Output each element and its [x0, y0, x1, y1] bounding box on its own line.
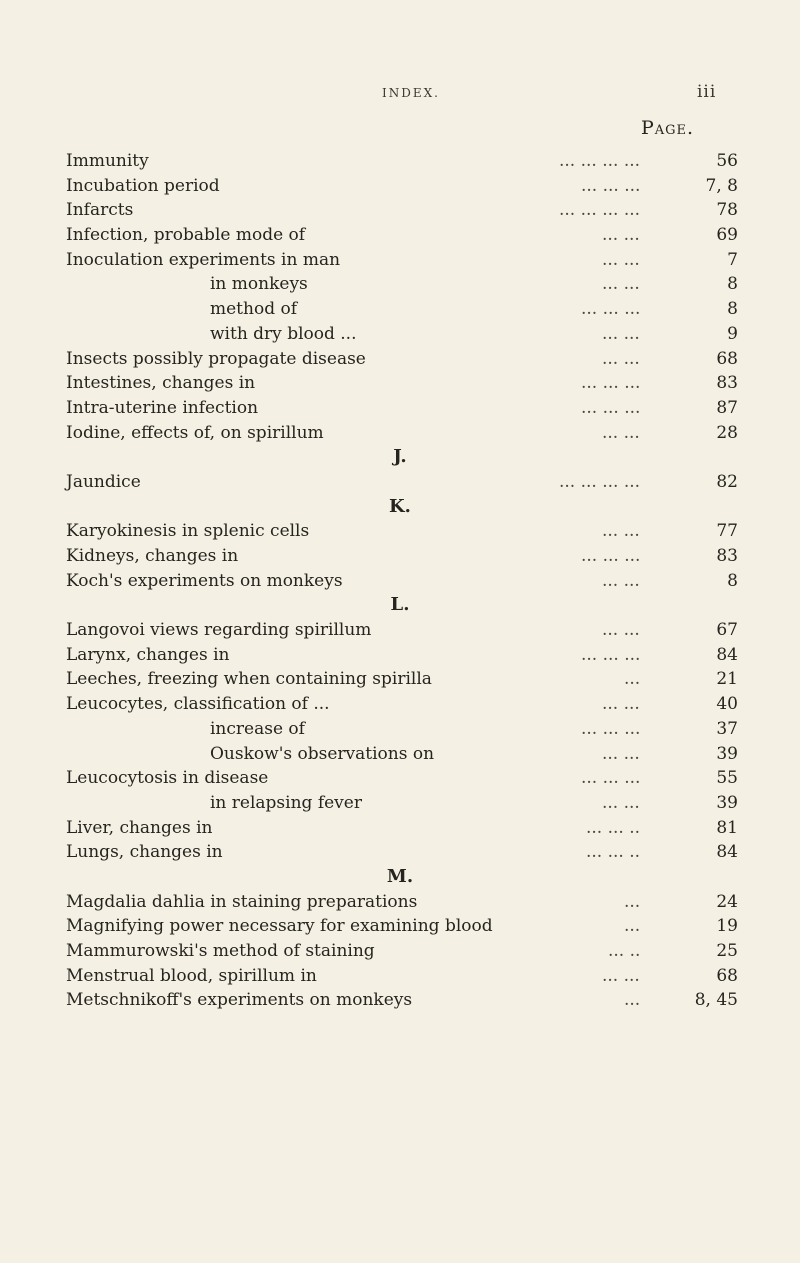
index-entry: [0, 223, 800, 248]
entry-page-number: 87: [716, 397, 738, 418]
index-list: [0, 149, 800, 1013]
entry-page-number: 68: [716, 348, 738, 369]
leader-dots: ...: [624, 669, 641, 690]
entry-text: Ouskow's observations on: [210, 743, 435, 764]
index-entry: [0, 939, 800, 964]
entry-page-number: 9: [727, 323, 738, 344]
leader-dots: ... ...: [602, 521, 640, 542]
index-entry: [0, 198, 800, 223]
leader-dots: ... ... ..: [586, 817, 641, 838]
entry-page-number: 37: [716, 718, 738, 739]
index-entry: [0, 890, 800, 915]
entry-text: Menstrual blood, spirillum in: [66, 965, 317, 986]
leader-dots: ... ... ...: [581, 373, 641, 394]
entry-text: Jaundice: [66, 471, 141, 492]
entry-page-number: 81: [716, 817, 738, 838]
entry-page-number: 40: [716, 694, 738, 715]
leader-dots: ... ... ...: [581, 175, 641, 196]
index-entry: [0, 766, 800, 791]
entry-text: Immunity: [66, 151, 149, 171]
leader-dots: ... ... ... ...: [559, 151, 641, 171]
entry-page-number: 25: [716, 941, 738, 961]
entry-page-number: 8: [727, 274, 738, 295]
entry-page-number: 84: [716, 644, 738, 665]
leader-dots: ... ...: [602, 620, 640, 641]
leader-dots: ...: [624, 916, 641, 937]
entry-page-number: 8: [727, 299, 738, 320]
leader-dots: ... ...: [602, 422, 640, 443]
leader-dots: ... ... ... ...: [559, 471, 641, 492]
entry-page-number: 83: [716, 373, 738, 394]
index-entry: [0, 371, 800, 396]
entry-page-number: 68: [716, 965, 738, 986]
index-entry: [0, 248, 800, 273]
entry-text: method of: [210, 299, 298, 320]
entry-page-number: 82: [716, 471, 738, 492]
entry-page-number: 83: [716, 546, 738, 566]
leader-dots: ... ...: [602, 323, 640, 344]
folio-page-number: iii: [697, 82, 717, 102]
running-title: INDEX.: [382, 86, 440, 100]
entry-text: Larynx, changes in: [66, 644, 230, 665]
entry-text: Intra-uterine infection: [66, 397, 259, 418]
entry-text: Langovoi views regarding spirillum: [66, 620, 372, 641]
index-entry: [0, 396, 800, 421]
index-entry: [0, 840, 800, 865]
leader-dots: ... ...: [602, 792, 640, 813]
index-entry: [0, 988, 800, 1013]
index-subentry: [0, 272, 800, 297]
entry-text: increase of: [210, 718, 305, 739]
leader-dots: ... ...: [602, 225, 640, 246]
leader-dots: ... ... ...: [581, 546, 641, 566]
entry-text: with dry blood ...: [210, 323, 357, 344]
leader-dots: ... ...: [602, 694, 640, 715]
section-letter: K.: [389, 495, 411, 517]
leader-dots: ... ...: [602, 274, 640, 295]
index-subentry: [0, 322, 800, 347]
entry-text: Lungs, changes in: [66, 842, 223, 863]
entry-page-number: 55: [716, 768, 738, 789]
index-entry: [0, 470, 800, 495]
leader-dots: ... ... ...: [581, 718, 641, 739]
index-subentry: [0, 297, 800, 322]
leader-dots: ... ...: [602, 743, 640, 764]
section-letter: M.: [386, 865, 414, 887]
entry-text: Incubation period: [66, 175, 220, 196]
entry-page-number: 39: [716, 743, 738, 764]
index-subentry: [0, 717, 800, 742]
entry-page-number: 19: [716, 916, 738, 937]
index-entry: [0, 618, 800, 643]
entry-page-number: 8: [727, 570, 738, 591]
index-entry: [0, 544, 800, 569]
entry-page-number: 39: [716, 792, 738, 813]
index-entry: [0, 519, 800, 544]
running-head: [0, 82, 800, 106]
leader-dots: ... ...: [602, 348, 640, 369]
entry-text: Magdalia dahlia in staining preparations: [66, 891, 418, 912]
index-entry: [0, 569, 800, 594]
entry-text: Mammurowski's method of staining: [66, 941, 375, 961]
entry-text: Karyokinesis in splenic cells: [66, 521, 310, 542]
entry-text: Iodine, effects of, on spirillum: [66, 422, 324, 443]
index-entry: [0, 816, 800, 841]
entry-page-number: 78: [716, 200, 738, 221]
entry-page-number: 56: [716, 151, 738, 171]
index-subentry: [0, 791, 800, 816]
entry-text: Leucocytes, classification of ...: [66, 694, 330, 715]
index-entry: [0, 643, 800, 668]
entry-text: Kidneys, changes in: [66, 546, 239, 566]
entry-page-number: 67: [716, 620, 738, 641]
leader-dots: ... ..: [608, 941, 641, 961]
entry-text: Intestines, changes in: [66, 373, 256, 394]
entry-page-number: 84: [716, 842, 738, 863]
index-entry: [0, 692, 800, 717]
index-entry: [0, 964, 800, 989]
index-subentry: [0, 742, 800, 767]
index-entry: [0, 174, 800, 199]
index-entry: [0, 149, 800, 174]
entry-text: Metschnikoff's experiments on monkeys: [66, 990, 413, 1011]
index-entry: [0, 914, 800, 939]
leader-dots: ... ...: [602, 249, 640, 270]
entry-text: Leeches, freezing when containing spirilla: [66, 669, 432, 690]
entry-page-number: 7, 8: [705, 175, 738, 196]
entry-text: in monkeys: [210, 274, 308, 295]
index-entry: [0, 667, 800, 692]
entry-page-number: 28: [716, 422, 738, 443]
entry-page-number: 8, 45: [694, 990, 738, 1011]
entry-text: Infarcts: [66, 200, 134, 221]
leader-dots: ... ... ... ...: [559, 200, 641, 221]
entry-page-number: 24: [716, 891, 738, 912]
leader-dots: ... ... ...: [581, 397, 641, 418]
section-letter: L.: [390, 594, 410, 616]
leader-dots: ... ...: [602, 965, 640, 986]
entry-text: Insects possibly propagate disease: [66, 348, 366, 369]
entry-text: in relapsing fever: [210, 792, 362, 813]
entry-text: Koch's experiments on monkeys: [66, 570, 343, 591]
leader-dots: ... ... ..: [586, 842, 641, 863]
entry-text: Infection, probable mode of: [66, 225, 306, 246]
leader-dots: ... ...: [602, 570, 640, 591]
entry-page-number: 77: [716, 521, 738, 542]
index-entry: [0, 421, 800, 446]
entry-page-number: 69: [716, 225, 738, 246]
leader-dots: ... ... ...: [581, 768, 641, 789]
entry-page-number: 7: [727, 249, 738, 270]
index-entry: [0, 347, 800, 372]
leader-dots: ... ... ...: [581, 299, 641, 320]
section-letter: J.: [393, 446, 407, 468]
entry-text: Magnifying power necessary for examining blood: [66, 916, 493, 937]
entry-text: Inoculation experiments in man: [66, 249, 341, 270]
entry-page-number: 21: [716, 669, 738, 690]
entry-text: Liver, changes in: [66, 817, 213, 838]
leader-dots: ... ... ...: [581, 644, 641, 665]
page-column-label: Page.: [641, 117, 695, 139]
entry-text: Leucocytosis in disease: [66, 768, 269, 789]
leader-dots: ...: [624, 990, 641, 1011]
leader-dots: ...: [624, 891, 641, 912]
